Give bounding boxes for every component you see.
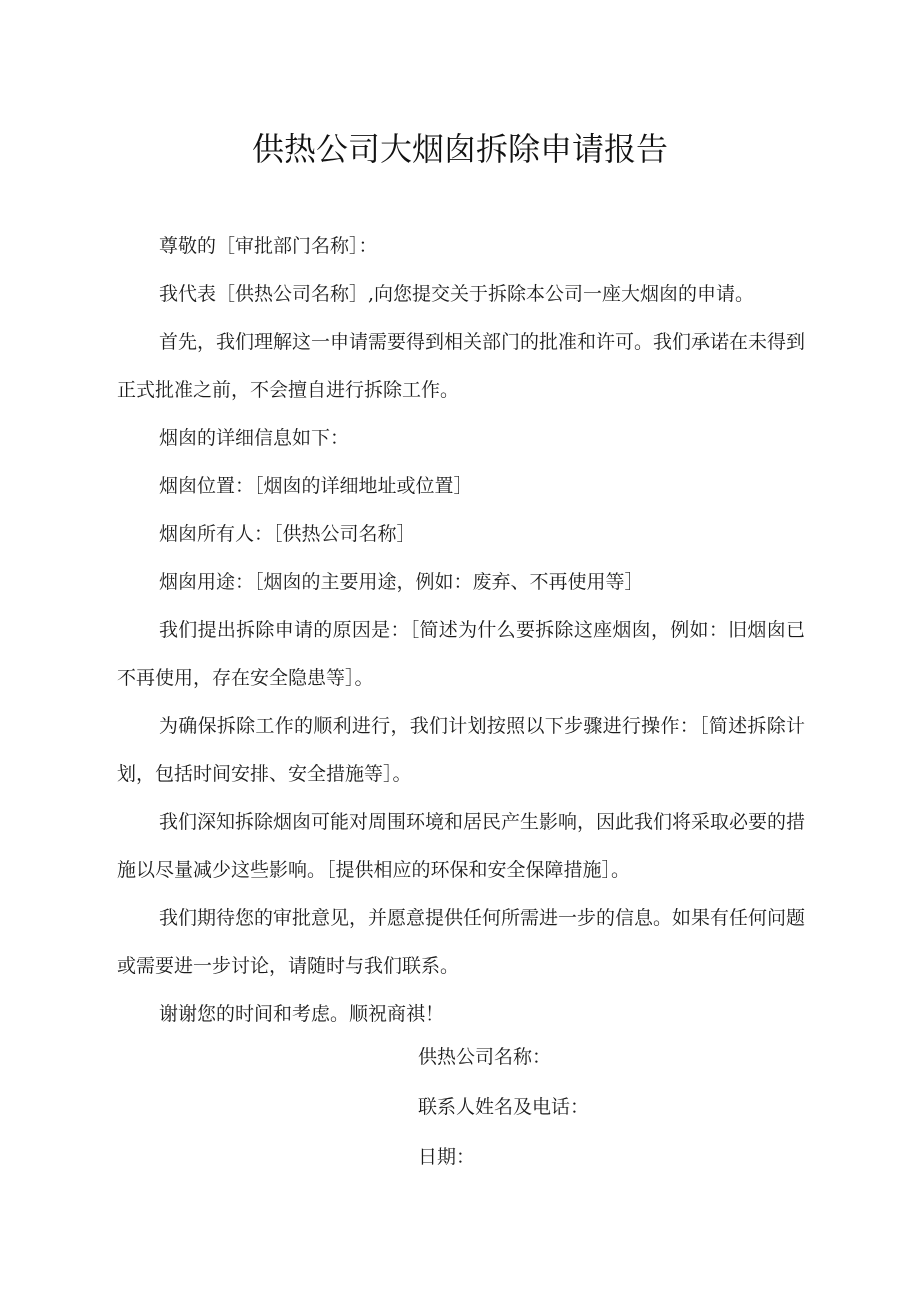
paragraph-closing: 谢谢您的时间和考虑。顺祝商祺！ [159,1003,445,1025]
paragraph-commitment: 首先，我们理解这一申请需要得到相关部门的批准和许可。我们承诺在未得到正式批准之前，不会擅自进行拆除工作。 [117,331,806,401]
paragraph-details-heading: 烟囱的详细信息如下： [159,427,350,449]
signature-date: 日期： [418,1146,476,1168]
signature-company: 供热公司名称： [418,1046,552,1068]
paragraph-request: 我们期待您的审批意见，并愿意提供任何所需进一步的信息。如果有任何问题或需要进一步讨论，请随时与我们联系。 [117,907,806,977]
salutation: 尊敬的［审批部门名称］： [159,235,378,257]
signature-block [418,1032,818,1182]
document-body [117,222,805,1038]
paragraph-plan: 为确保拆除工作的顺利进行，我们计划按照以下步骤进行操作：［简述拆除计划，包括时间安排、安全措施等］。 [117,715,805,785]
paragraph-usage: 烟囱用途：［烟囱的主要用途，例如：废弃、不再使用等］ [159,571,644,593]
paragraph-intro: 我代表［供热公司名称］,向您提交关于拆除本公司一座大烟囱的申请。 [159,283,755,305]
paragraph-location: 烟囱位置：［烟囱的详细地址或位置］ [159,475,473,497]
paragraph-reason: 我们提出拆除申请的原因是：［简述为什么要拆除这座烟囱，例如：旧烟囱已不再使用，存在安全隐患等］。 [117,619,805,689]
signature-contact: 联系人姓名及电话： [418,1096,590,1118]
document-title: 供热公司大烟囱拆除申请报告 [251,130,668,168]
paragraph-owner: 烟囱所有人：［供热公司名称］ [159,523,416,545]
paragraph-impact: 我们深知拆除烟囱可能对周围环境和居民产生影响，因此我们将采取必要的措施以尽量减少这些影响。［提供相应的环保和安全保障措施］。 [117,811,806,881]
